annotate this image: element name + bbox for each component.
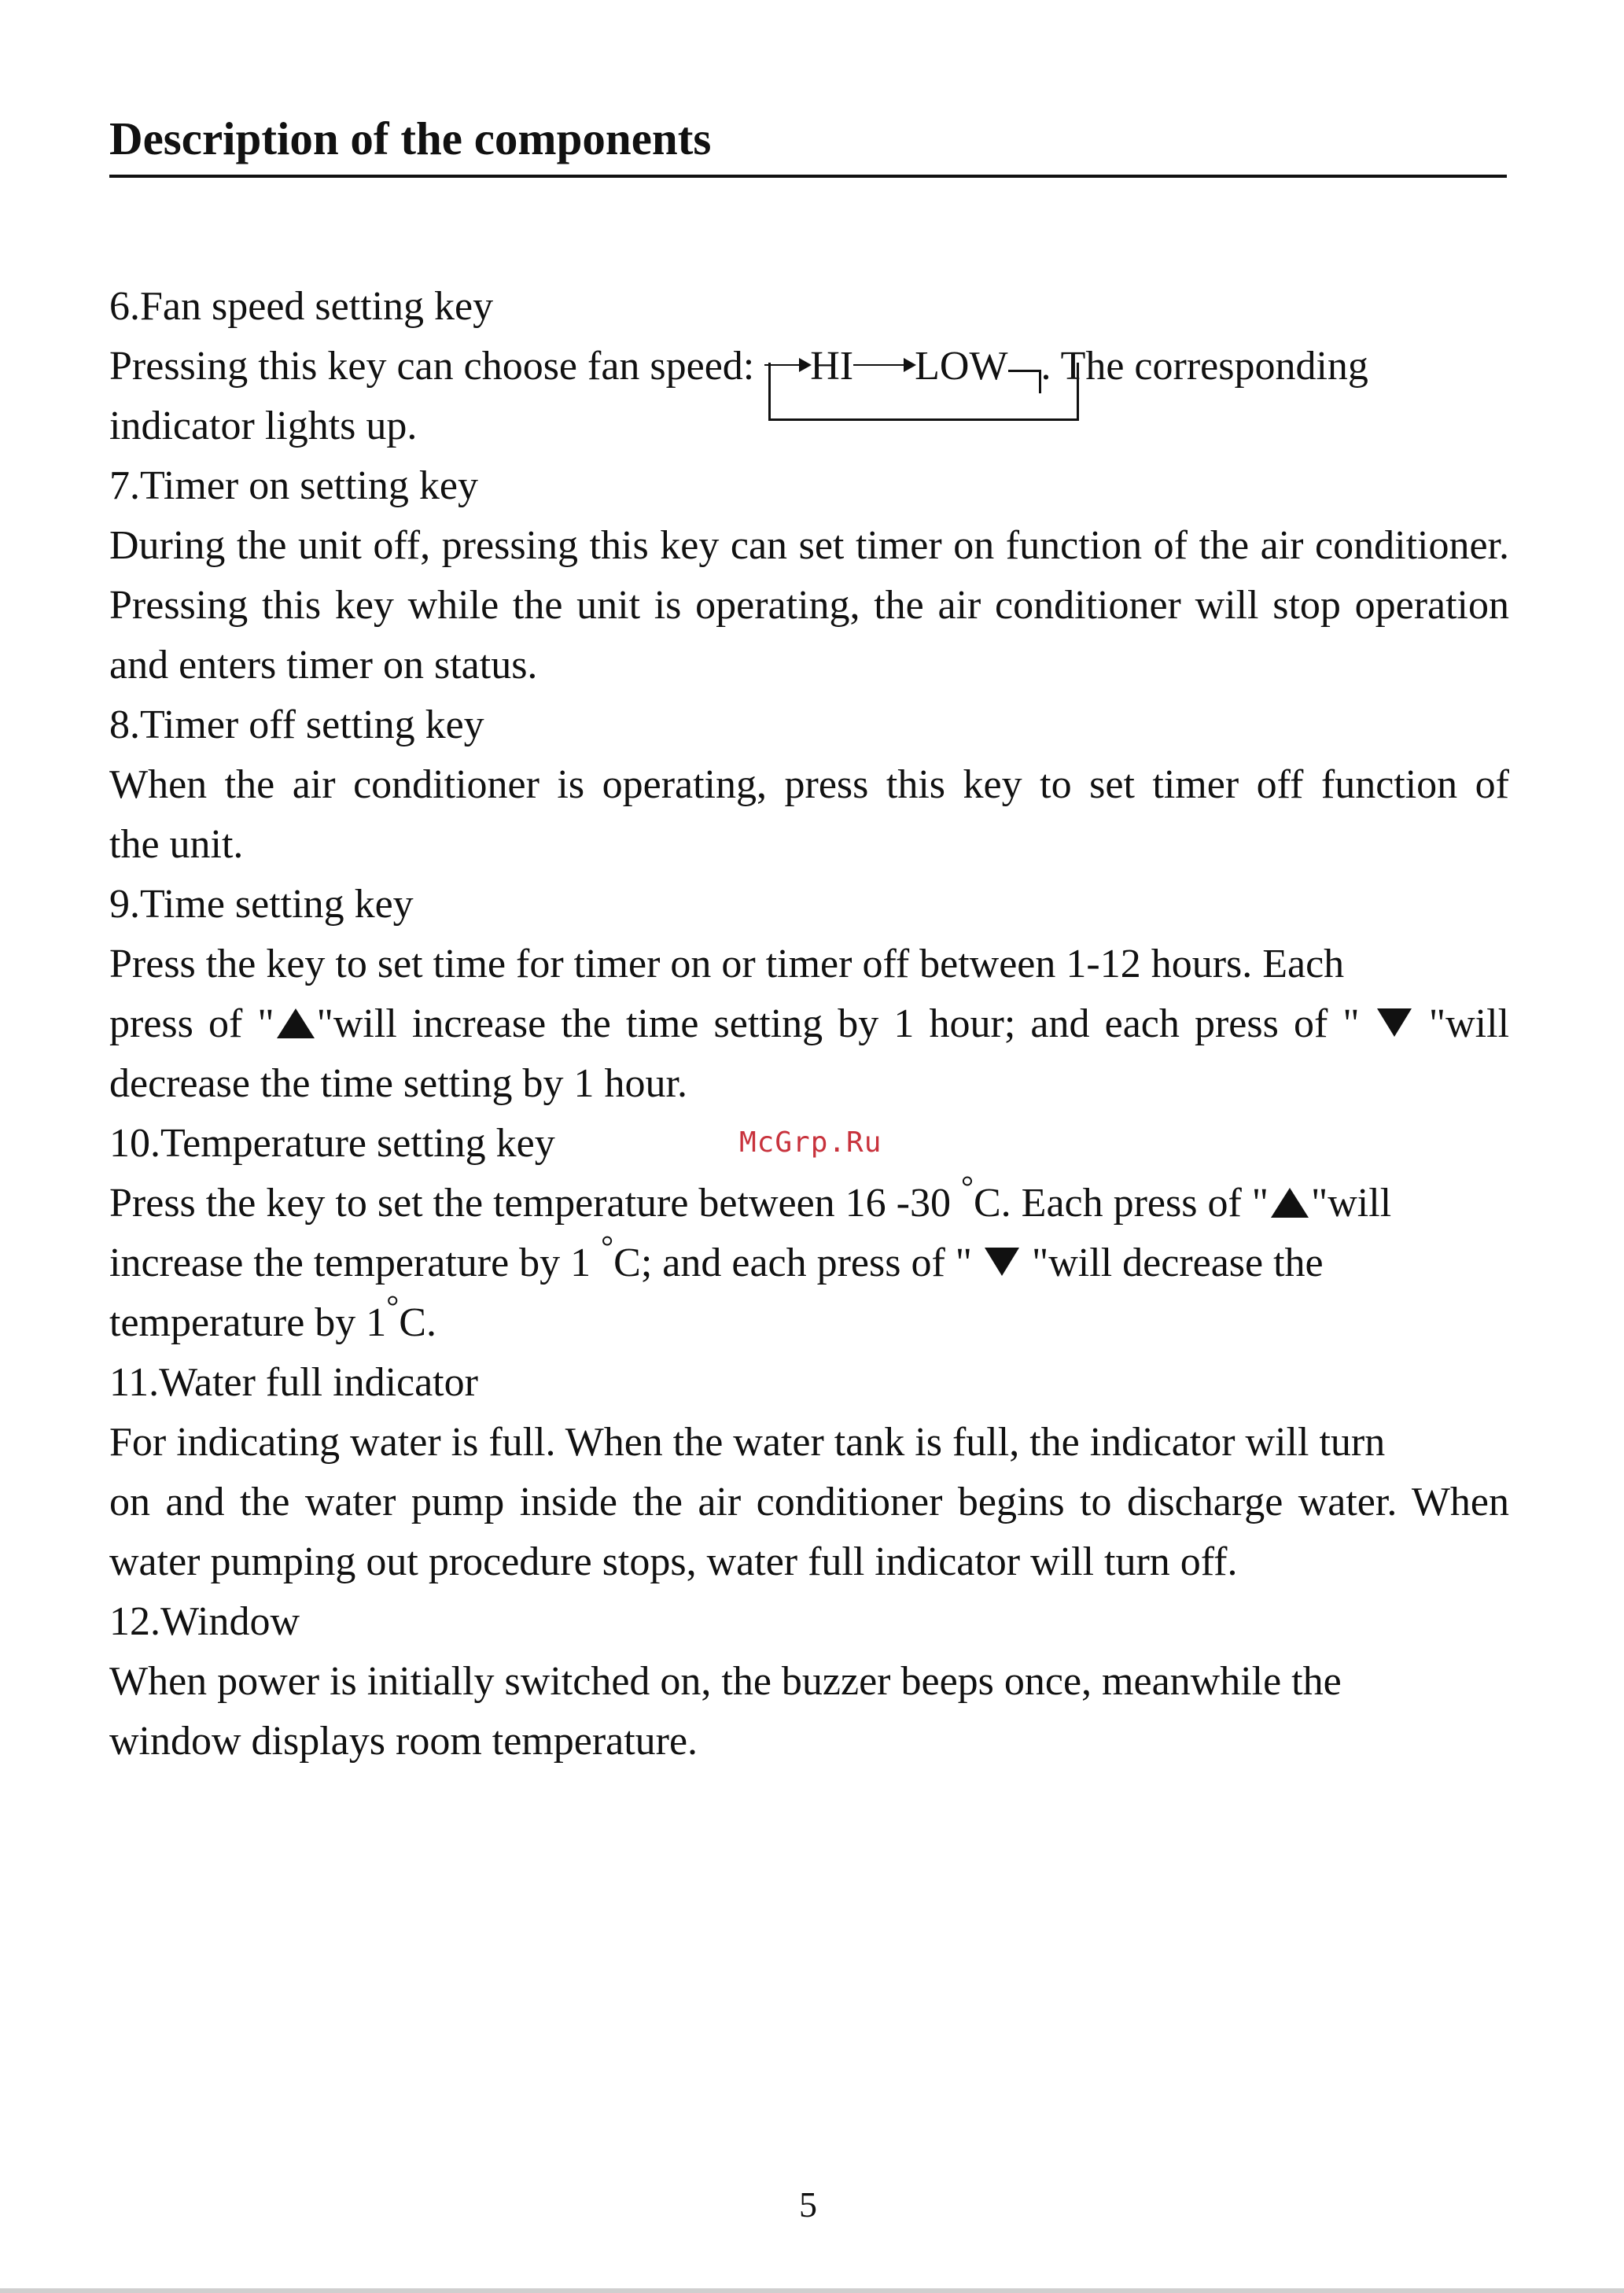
degree-symbol: °	[601, 1229, 614, 1264]
page-bottom-edge	[0, 2288, 1624, 2293]
page-number: 5	[799, 2184, 817, 2225]
time-setting-line-2	[109, 999, 1509, 1049]
temperature-line-3	[109, 1288, 436, 1351]
temperature-line-2	[109, 1229, 1324, 1291]
degree-symbol: °	[386, 1288, 400, 1324]
temp-line1-part-c: "will	[1311, 1181, 1392, 1226]
temp-line1-part-a: Press the key to set the temperature between 16 -30	[109, 1181, 961, 1226]
fan-speed-cycle-diagram	[764, 341, 1040, 392]
cycle-return-loop	[768, 363, 1079, 421]
cycle-hi-label: HI	[810, 344, 854, 389]
timer-off-heading: 8.Timer off setting key	[109, 702, 484, 747]
timer-on-line-3: and enters timer on status.	[109, 643, 538, 688]
timer-off-line-2: the unit.	[109, 822, 244, 867]
water-full-line-1: For indicating water is full. When the water tank is full, the indicator will turn	[109, 1420, 1386, 1465]
timer-on-heading: 7.Timer on setting key	[109, 463, 478, 508]
time-line2-part-b: "will increase the time setting by 1 hour; and each press of "	[316, 1001, 1360, 1046]
window-heading: 12.Window	[109, 1599, 300, 1644]
water-full-heading: 11.Water full indicator	[109, 1360, 478, 1405]
water-full-line-2: on and the water pump inside the air conditioner begins to discharge water. When	[109, 1480, 1509, 1524]
window-line-1: When power is initially switched on, the buzzer beeps once, meanwhile the	[109, 1659, 1342, 1704]
watermark: McGrp.Ru	[739, 1126, 882, 1159]
window-line-2: window displays room temperature.	[109, 1719, 698, 1764]
temp-line2-part-a: increase the temperature by 1	[109, 1241, 602, 1285]
temp-line2-part-b: C; and each press of "	[613, 1241, 973, 1285]
temperature-heading: 10.Temperature setting key	[109, 1121, 555, 1166]
fan-speed-line-1	[109, 341, 1368, 392]
triangle-down-icon	[985, 1248, 1019, 1276]
title-divider	[109, 175, 1507, 178]
triangle-down-icon	[1377, 1008, 1412, 1037]
page-title: Description of the components	[109, 112, 712, 164]
timer-on-line-1: During the unit off, pressing this key can set timer on function of the air conditioner.	[109, 523, 1509, 568]
temp-line3-part-b: C.	[399, 1300, 436, 1345]
water-full-line-3: water pumping out procedure stops, water full indicator will turn off.	[109, 1539, 1238, 1584]
time-line2-part-a: press of "	[109, 1001, 274, 1046]
timer-off-line-1: When the air conditioner is operating, press this key to set timer off function of	[109, 762, 1509, 807]
time-setting-line-3: decrease the time setting by 1 hour.	[109, 1061, 688, 1106]
arrow-right-icon	[853, 364, 915, 366]
timer-on-line-2: Pressing this key while the unit is operating, the air conditioner will stop operation	[109, 583, 1509, 628]
temperature-line-1	[109, 1169, 1392, 1231]
temp-line2-part-c: "will decrease the	[1032, 1241, 1324, 1285]
cycle-low-label: LOW	[915, 344, 1008, 389]
arrow-right-icon	[764, 364, 810, 366]
degree-symbol: °	[961, 1169, 974, 1204]
fan-speed-text-after: . The corresponding	[1040, 344, 1368, 389]
time-setting-heading: 9.Time setting key	[109, 882, 414, 927]
fan-speed-line-2: indicator lights up.	[109, 404, 418, 448]
triangle-up-icon	[277, 1008, 315, 1038]
fan-speed-text-before: Pressing this key can choose fan speed:	[109, 344, 765, 389]
time-line2-part-c: "will	[1428, 1001, 1510, 1046]
time-setting-line-1: Press the key to set time for timer on or timer off between 1-12 hours. Each	[109, 942, 1345, 986]
temp-line3-part-a: temperature by 1	[109, 1300, 387, 1345]
triangle-up-icon	[1271, 1188, 1309, 1218]
fan-speed-heading: 6.Fan speed setting key	[109, 284, 494, 329]
temp-line1-part-b: C. Each press of "	[974, 1181, 1269, 1226]
